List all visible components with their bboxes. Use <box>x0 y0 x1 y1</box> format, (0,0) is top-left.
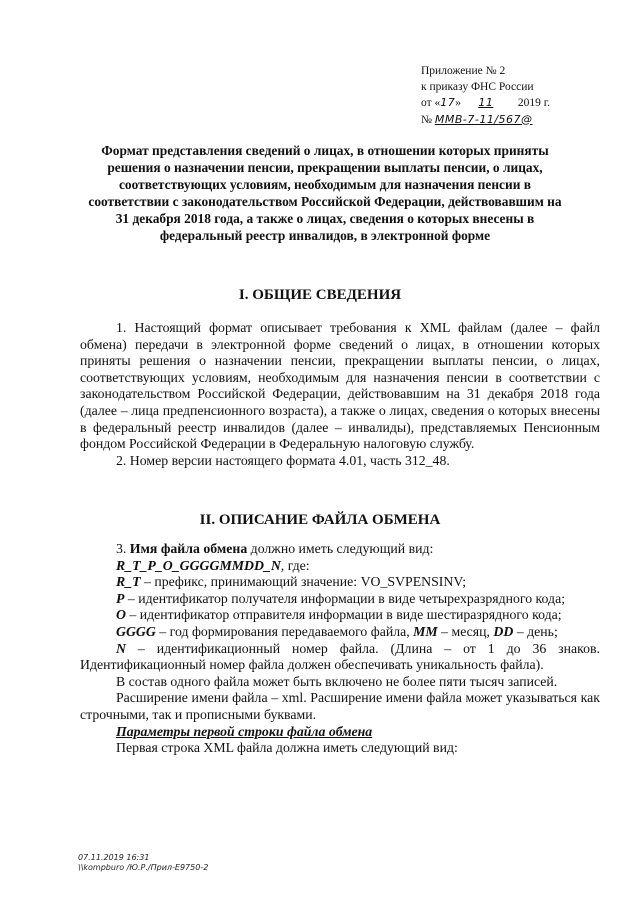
date-month-handwritten: 11 <box>478 96 494 109</box>
footer-path: \\kompburo /Ю.Р./Прил-Е9750-2 <box>78 863 209 872</box>
order-number-handwritten: ММВ-7-11/567@ <box>434 112 533 126</box>
date-day-handwritten: 17 <box>440 96 456 109</box>
file-name-format: R_T_P_O_GGGGMMDD_N, где: <box>116 557 310 573</box>
recipient-definition: P – идентификатор получателя информации в виде четырехразрядного кода; <box>116 590 566 606</box>
records-limit: В состав одного файла может быть включено не более пяти тысяч записей. <box>116 673 558 689</box>
section-2-body <box>80 541 600 757</box>
footer-stamp <box>78 853 208 873</box>
paragraph-2: 2. Номер версии настоящего формата 4.01, часть 312_48. <box>116 452 450 468</box>
section-1-body <box>80 320 600 469</box>
first-line-subheading: Параметры первой строки файла обмена <box>116 723 373 739</box>
paragraph-1: 1. Настоящий формат описывает требования к XML файлам (далее – файл обмена) передачи в электронной форме сведений о лицах, в отношении которых приняты решения о назначении пенсии, прекращении выплаты пенсии, о лицах, соответствующих условиям, необходимым для назначения пенсии в соответствии с законодательством Российской Федерации, действовавшим на 31 декабря 2018 года (далее – лица предпенсионного возраста), а также о лицах, сведения о которых внесены в федеральный реестр инвалидов (далее – инвалиды), представляемых Пенсионным фондом Российской Федерации в Федеральную налоговую службу. <box>80 320 600 452</box>
section-2-heading: II. ОПИСАНИЕ ФАЙЛА ОБМЕНА <box>199 512 441 528</box>
footer-timestamp: 07.11.2019 16:31 <box>78 853 150 862</box>
first-line-paragraph: Первая строка XML файла должна иметь следующий вид: <box>116 740 458 756</box>
appendix-block <box>421 64 591 128</box>
document-title: Формат представления сведений о лицах, в отношении которых приняты решения о назначении пенсии, прекращении выплаты пенсии, о лицах, соответствующих условиям, необходимым для назначения пенсии в соответствии с законодательством Российской Федерации, действовавшим на 31 декабря 2018 года, а также о лицах, сведения о которых внесены в федеральный реестр инвалидов, в электронной форме <box>88 143 562 243</box>
section-1-heading: I. ОБЩИЕ СВЕДЕНИЯ <box>238 287 402 303</box>
date-definition: GGGG – год формирования передаваемого файла, MM – месяц, DD – день; <box>116 623 558 639</box>
id-definition: N – идентификационный номер файла. (Длина – от 1 до 36 знаков. Идентификационный номер файла должен обеспечивать уникальность файла). <box>80 640 600 673</box>
order-date: от «17» 11 2019 г. <box>421 96 551 109</box>
paragraph-3: 3. Имя файла обмена должно иметь следующий вид: <box>116 541 434 556</box>
prefix-definition: R_T – префикс, принимающий значение: VO_SVPENSINV; <box>116 574 467 590</box>
order-number: № ММВ-7-11/567@ <box>421 112 533 126</box>
appendix-label: Приложение № 2 <box>421 65 506 77</box>
order-reference: к приказу ФНС России <box>421 80 534 93</box>
extension-note: Расширение имени файла – xml. Расширение имени файла может указываться как строчными, так и прописными буквами. <box>80 690 600 722</box>
sender-definition: O – идентификатор отправителя информации в виде шестиразрядного кода; <box>116 607 562 623</box>
